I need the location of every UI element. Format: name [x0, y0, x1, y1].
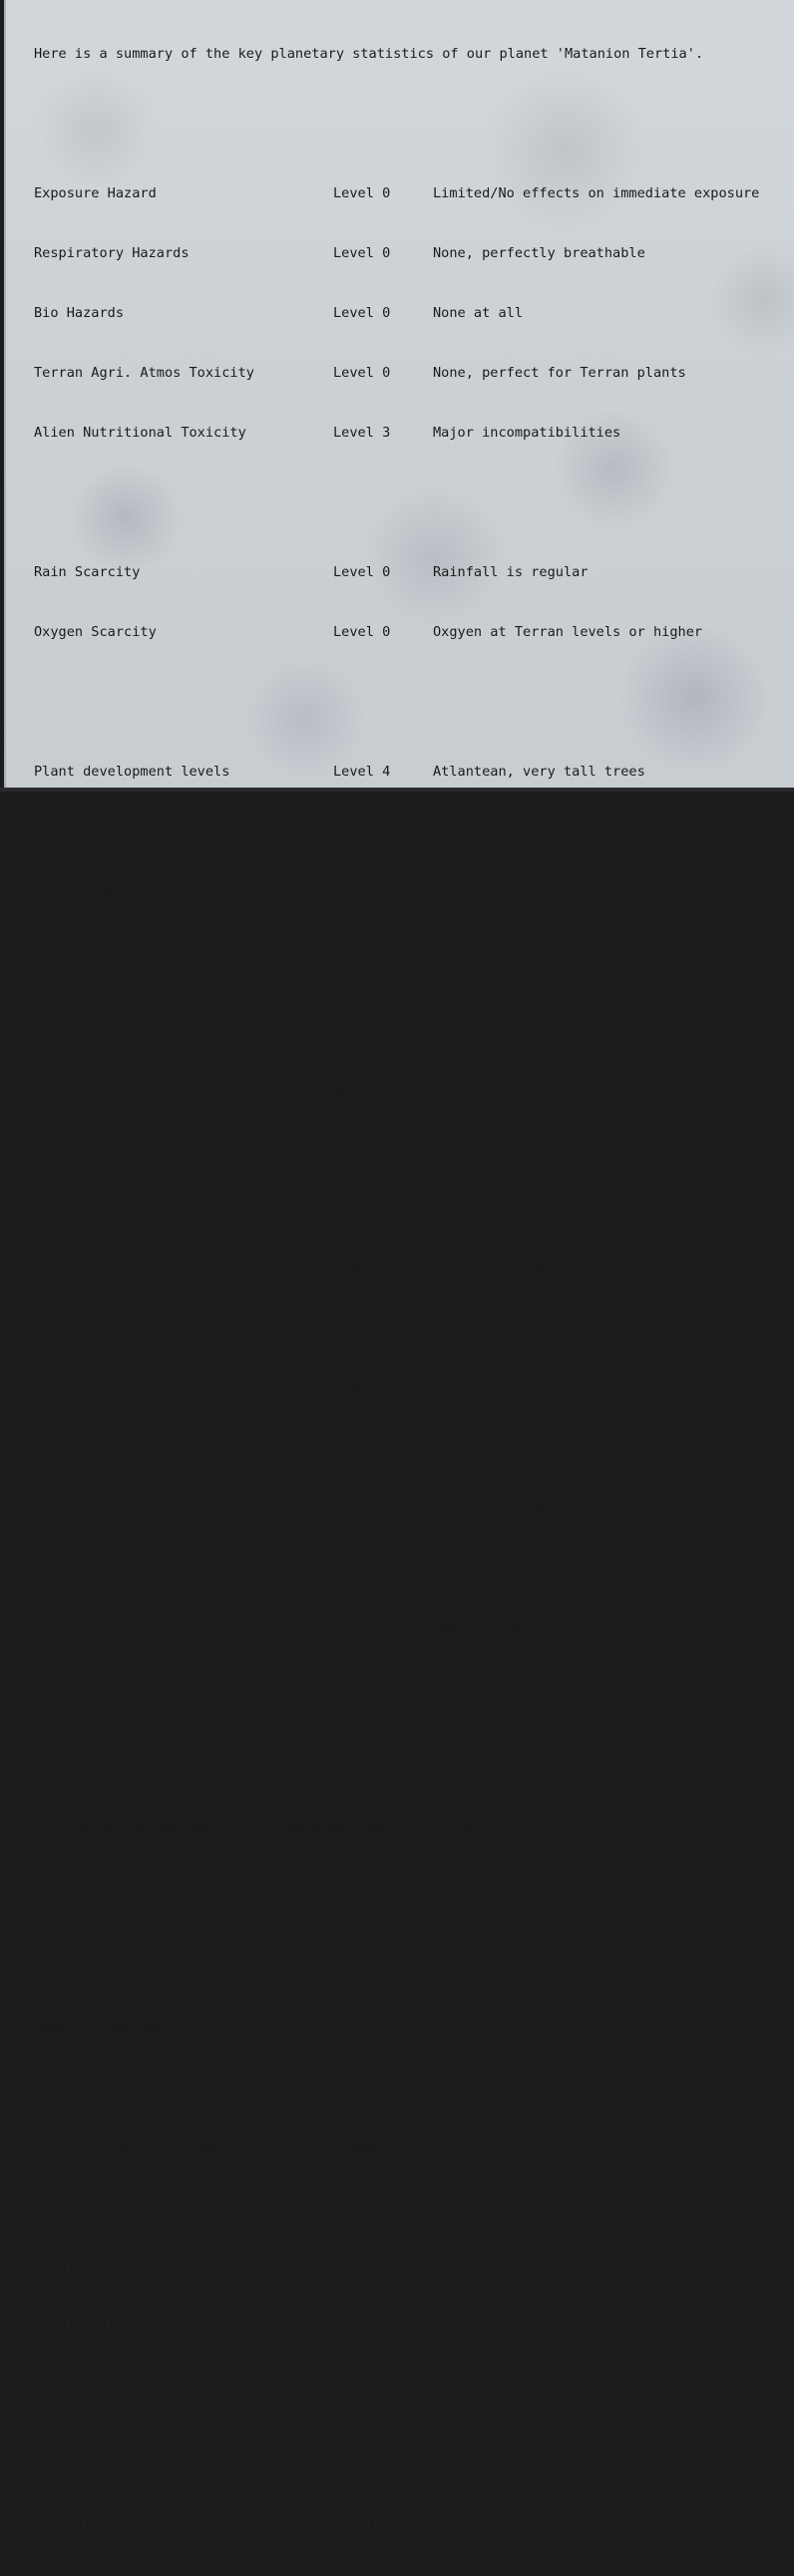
composition-row: 1ppm Ammonia (NH₃) — [333, 1621, 540, 1637]
composition-row: 1ppm Neon (Ne) — [333, 1561, 507, 1577]
stats-panel — [4, 0, 794, 2534]
composition-row: Atmospheric composition 82.41% Xenon (Xe) — [34, 1142, 515, 1158]
stat-row: Acidity/Alkalinity of Rain PH 6.2 — [34, 2259, 383, 2275]
stats-text — [34, 4, 760, 2576]
stat-row: Deepcore gas mod 0% — [34, 2020, 350, 2036]
stat-row: Acidity/Alkalinity of Sea PH 7.1 — [34, 2379, 383, 2395]
stat-row: Rain Scarcity Level 0 Rainfall is regular — [34, 564, 589, 580]
composition-row: 1ppm Nitrogen Oxides (NOₓ) — [333, 1681, 604, 1697]
stat-row: Dissolved Metals in Soil 1ppb — [34, 2199, 366, 2215]
stat-row: Solar panels mod 135% — [34, 2080, 366, 2095]
stat-row: Atmospheric Density 60 % — [34, 1083, 366, 1099]
composition-row: 0.005% Argon (Ar) — [333, 1382, 515, 1398]
stat-row: Bio Hazards Level 0 None at all — [34, 305, 524, 321]
stat-row: Respiratory Hazards Level 0 None, perfectly breathable — [34, 245, 645, 261]
composition-row: 0.0027% Nitrogen (N₂) — [333, 1442, 540, 1457]
stat-row: Exposure Hazard Level 0 Limited/No effects on immediate exposure — [34, 185, 760, 201]
composition-row: 17.15% Oxygen (O₂) — [333, 1202, 524, 1218]
stat-row: Dissolved Metals in Sea 579ppb — [34, 2139, 383, 2155]
composition-row: 0.024% Methane (CH₄) — [333, 1322, 540, 1338]
stat-row: Plant development levels Level 4 Atlantean, very tall trees — [34, 764, 645, 780]
farming-line: Farming Method advised is 'Terran plants open sky farming' — [34, 1820, 508, 1836]
stat-row: Heavy elements 67 % — [34, 883, 366, 899]
stat-row: Alien Nutritional Toxicity Level 3 Major incompatibilities — [34, 425, 621, 441]
stat-row: Oxygen Scarcity Level 0 Oxgyen at Terran levels or higher — [34, 624, 703, 640]
composition-row: 2ppm Sulfur dioxide (SO₂) — [333, 1501, 596, 1517]
stat-row: Terran Agri. Atmos Toxicity Level 0 None, perfect for Terran plants — [34, 365, 686, 381]
stat-row: Gravity 0.3g — [34, 1023, 366, 1039]
composition-row: 0.4% Carbon dioxide (CO₂) — [333, 1262, 596, 1278]
stat-row: Geological activity No Dead for 58 million years — [34, 823, 637, 839]
stat-row: Acidity/Alkalinity of River PH 6.4 — [34, 2319, 383, 2335]
aircraft-line: Aircraft Engine advise is: 'Light-- Propeller/Jet' — [34, 2518, 443, 2534]
bottom-border — [0, 788, 794, 792]
stat-row: Methane synthesis mod 0% — [34, 1960, 350, 1976]
intro-line: Here is a summary of the key planetary statistics of our planet 'Matanion Tertia'. — [34, 46, 704, 62]
